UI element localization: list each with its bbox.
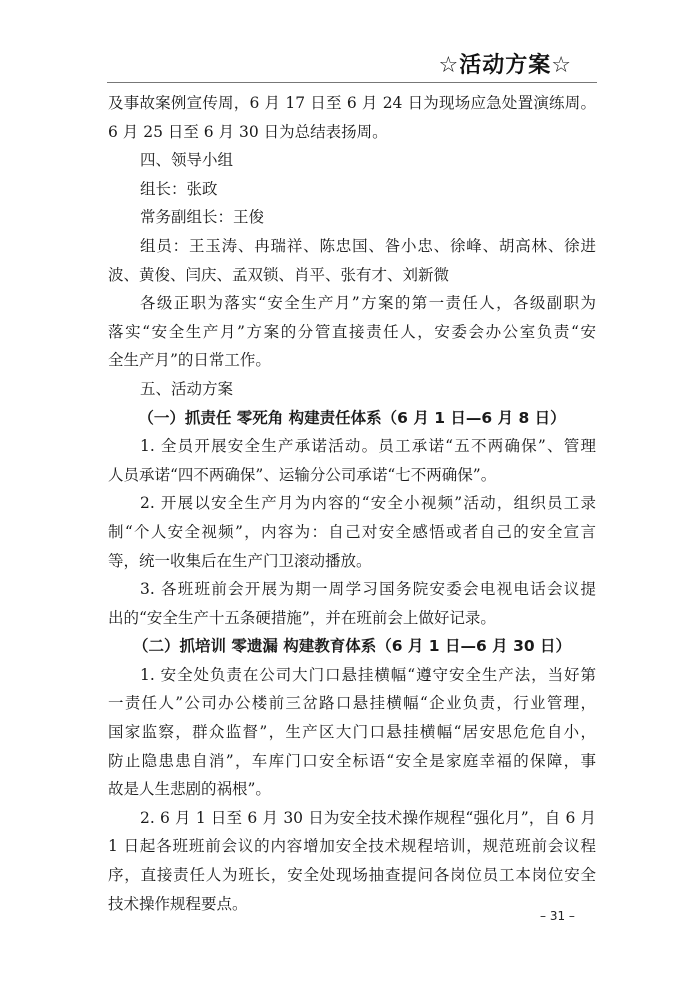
- deputy-leader-line: 常务副组长：王俊: [140, 208, 265, 227]
- body-line: 等，统一收集后在生产门卫滚动播放。: [108, 551, 372, 570]
- subsection-heading-training: （二）抓培训 零遗漏 构建教育体系（6 月 1 日—6 月 30 日）: [132, 637, 572, 656]
- header-title: ☆活动方案☆: [438, 53, 572, 78]
- body-line: 全生产月”的日常工作。: [108, 351, 271, 370]
- body-line: 一责任人”公司办公楼前三岔路口悬挂横幅“企业负责，行业管理，: [108, 694, 596, 713]
- body-line: 1. 全员开展安全生产承诺活动。员工承诺“五不两确保”、管理: [140, 437, 596, 456]
- body-line: 人员承诺“四不两确保”、运输分公司承诺“七不两确保”。: [108, 465, 497, 484]
- subsection-heading-responsibility: （一）抓责任 零死角 构建责任体系（6 月 1 日—6 月 8 日）: [138, 408, 566, 427]
- body-line: 各级正职为落实“安全生产月”方案的第一责任人，各级副职为: [140, 294, 596, 313]
- document-body: [108, 89, 596, 918]
- members-line: 组员：王玉涛、冉瑞祥、陈忠国、昝小忠、徐峰、胡高林、徐进: [140, 236, 596, 255]
- header-rule: [107, 82, 597, 83]
- body-line: 及事故案例宣传周，6 月 17 日至 6 月 24 日为现场应急处置演练周。: [108, 94, 596, 112]
- body-line: 1 日起各班班前会议的内容增加安全技术规程培训，规范班前会议程: [108, 837, 596, 856]
- body-line: 2. 开展以安全生产月为内容的“安全小视频”活动，组织员工录: [140, 494, 596, 513]
- body-line: 6 月 25 日至 6 月 30 日为总结表扬周。: [108, 122, 388, 141]
- body-line: 2. 6 月 1 日至 6 月 30 日为安全技术操作规程“强化月”，自 6 月: [140, 808, 596, 827]
- body-line: 落实“安全生产月”方案的分管直接责任人，安委会办公室负责“安: [108, 322, 596, 341]
- body-line: 国家监察，群众监督”，生产区大门口悬挂横幅“居安思危危自小，: [108, 723, 596, 742]
- body-line: 防止隐患患自消”，车库门口安全标语“安全是家庭幸福的保障，事: [108, 751, 596, 770]
- members-line-continued: 波、黄俊、闫庆、孟双锁、肖平、张有才、刘新微: [108, 265, 450, 284]
- section-heading-leadership: 四、领导小组: [140, 151, 234, 170]
- body-line: 出的“安全生产十五条硬措施”，并在班前会上做好记录。: [108, 608, 496, 627]
- leader-line: 组长：张政: [140, 179, 218, 198]
- body-line: 技术操作规程要点。: [108, 894, 248, 913]
- body-line: 序，直接责任人为班长，安全处现场抽查提问各岗位员工本岗位安全: [108, 866, 596, 885]
- body-line: 故是人生悲剧的祸根”。: [108, 780, 271, 799]
- body-line: 1. 安全处负责在公司大门口悬挂横幅“遵守安全生产法，当好第: [140, 665, 596, 684]
- body-line: 制“个人安全视频”，内容为：自己对安全感悟或者自己的安全宣言: [108, 522, 596, 541]
- body-line: 3. 各班班前会开展为期一周学习国务院安委会电视电话会议提: [140, 580, 596, 599]
- section-heading-plan: 五、活动方案: [140, 379, 234, 398]
- page-number: – 31 –: [540, 909, 575, 923]
